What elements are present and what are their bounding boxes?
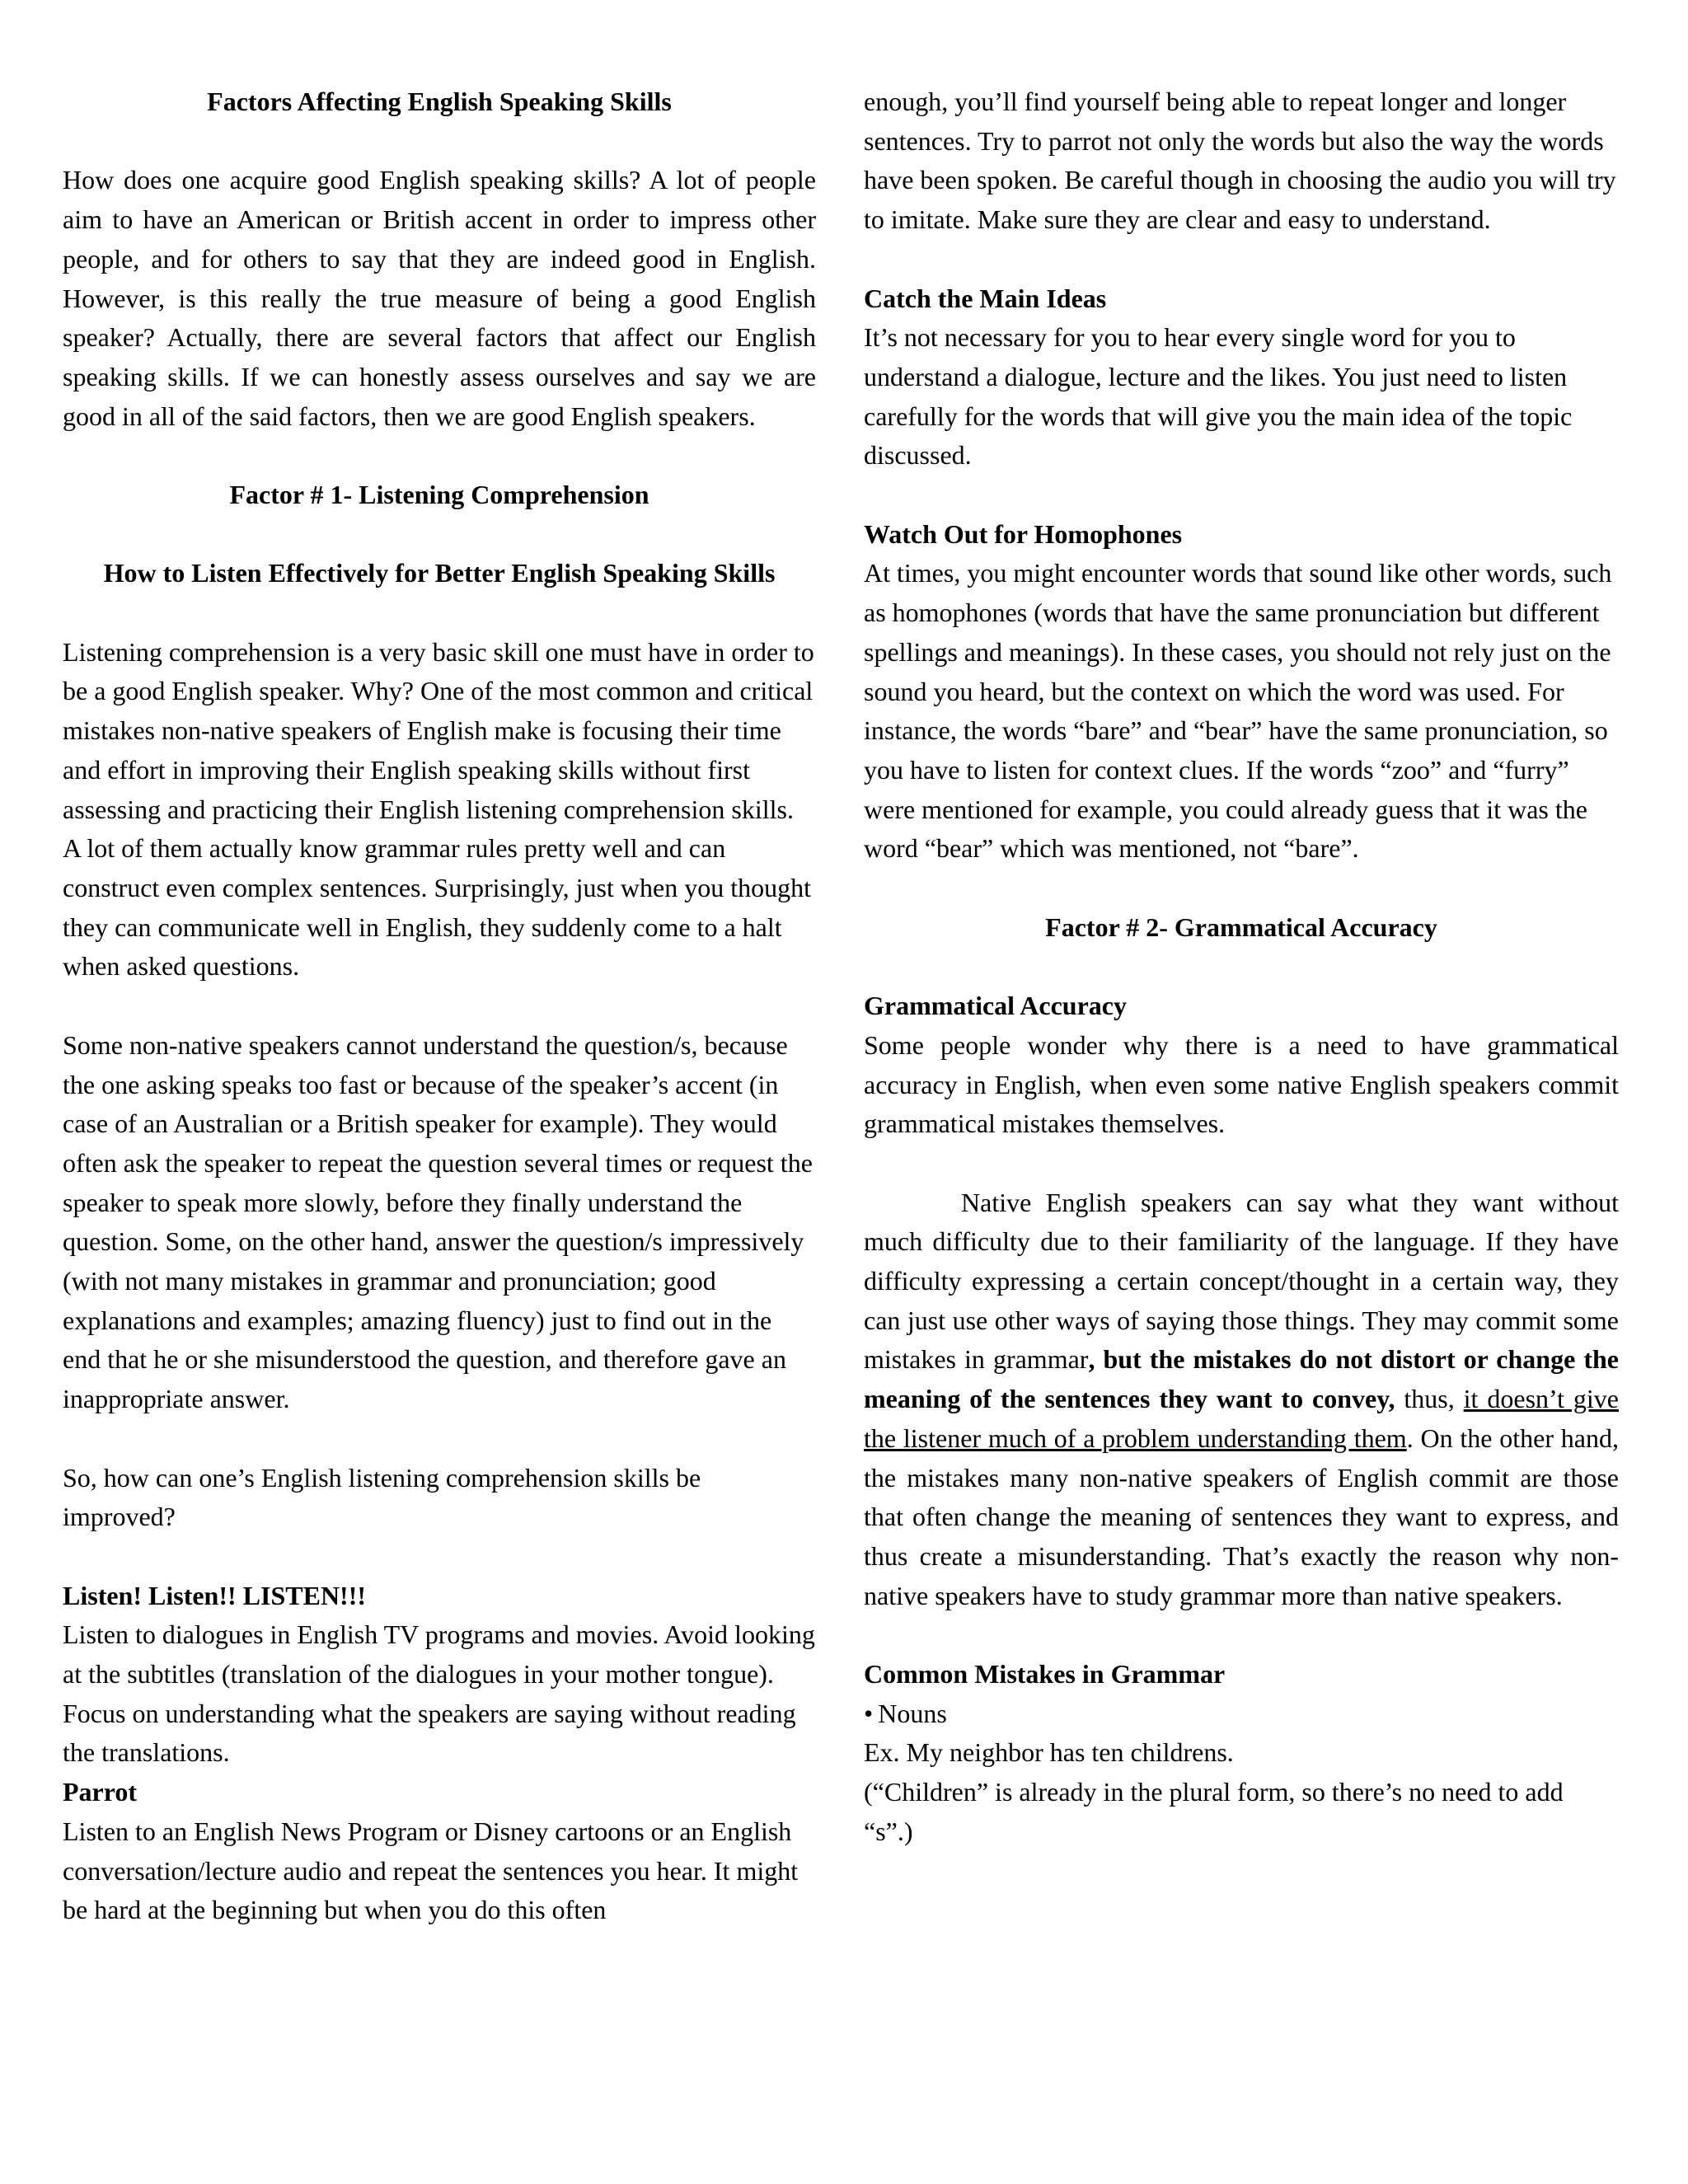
spacer xyxy=(63,515,816,555)
example-explanation: (“Children” is already in the plural form, so there’s no need to add “s”.) xyxy=(864,1777,1564,1846)
native-text-3: . On the other hand, the mistakes many non-native speakers of English commit are those that often change the meaning of sentences they want to express, and thus create a misunderstanding. That’s exactly the reason why non-native speakers have to study grammar more than native speakers. xyxy=(864,1422,1620,1610)
native-text-underlined: it doesn’t give the listener much of a problem understanding them xyxy=(864,1384,1620,1453)
example-sentence: Ex. My neighbor has ten childrens. xyxy=(864,1737,1234,1768)
bullet-label: Nouns xyxy=(878,1698,947,1728)
bullet-icon: • xyxy=(864,1698,874,1728)
parrot-paragraph-continued: enough, you’ll find yourself being able to repeat longer and longer sentences. Try to parrot not only the words but also the way the words have been spoken. Be careful though in choosing the audio you will try to imitate. Make sure they are clear and easy to understand. xyxy=(864,87,1616,235)
spacer xyxy=(63,1537,816,1577)
grammar-heading: Grammatical Accuracy xyxy=(864,991,1127,1021)
parrot-heading: Parrot xyxy=(63,1777,138,1807)
listen-heading: Listen! Listen!! LISTEN!!! xyxy=(63,1580,367,1610)
common-mistakes-heading: Common Mistakes in Grammar xyxy=(864,1659,1226,1690)
factor-1-subheading: How to Listen Effectively for Better English Speaking Skills xyxy=(103,558,776,588)
factor-2-heading: Factor # 2- Grammatical Accuracy xyxy=(1045,912,1437,942)
spacer xyxy=(864,476,1619,515)
question-paragraph: So, how can one’s English listening comprehension skills be improved? xyxy=(63,1462,701,1532)
listen-paragraph: Listen to dialogues in English TV programs and movies. Avoid looking at the subtitles (translation of the dialogues in your mother tongue). Focus on understanding what the speakers are saying without reading the translations. xyxy=(63,1619,815,1768)
intro-paragraph: How does one acquire good English speaking skills? A lot of people aim to have an American or British accent in order to impress other people, and for others to say that they are indeed good in English. However, is this really the true measure of being a good English speaker? Actually, there are several factors that affect our English speaking skills. If we can honestly assess ourselves and say we are good in all of the said factors, then we are good English speakers. xyxy=(63,165,816,431)
native-speakers-paragraph xyxy=(864,1183,1619,1616)
spacer xyxy=(63,122,816,162)
spacer xyxy=(63,436,816,476)
parrot-paragraph: Listen to an English News Program or Disney cartoons or an English conversation/lecture audio and repeat the sentences you hear. It might be hard at the beginning but when you do this often xyxy=(63,1816,799,1925)
native-text-2: thus, xyxy=(1395,1384,1464,1414)
spacer xyxy=(864,869,1619,908)
native-text-1: Native English speakers can say what they want without much difficulty due to their familiarity of the language. If they have difficulty expressing a certain concept/thought in a certain way, they can just use other ways of saying those things. They may commit some mistakes in grammar xyxy=(864,1187,1619,1375)
spacer xyxy=(63,593,816,633)
native-text-bold: , but the mistakes do not distort or change the meaning of the sentences they want to convey, xyxy=(864,1344,1620,1414)
left-column xyxy=(63,82,816,1930)
spacer xyxy=(864,1144,1619,1183)
bullet-nouns xyxy=(864,1694,1619,1734)
right-column xyxy=(864,82,1619,1852)
main-ideas-heading: Catch the Main Ideas xyxy=(864,283,1107,313)
spacer xyxy=(864,1615,1619,1655)
listening-paragraph-2: Some non-native speakers cannot understand the question/s, because the one asking speaks too fast or because of the speaker’s accent (in case of an Australian or a British speaker for example). They would often ask the speaker to repeat the question several times or request the speaker to speak more slowly, before they finally understand the question. Some, on the other hand, answer the question/s impressively (with not many mistakes in grammar and pronunciation; good explanations and examples; amazing fluency) just to find out in the end that he or she misunderstood the question, and therefore gave an inappropriate answer. xyxy=(63,1029,813,1414)
spacer xyxy=(864,947,1619,987)
listening-paragraph-1: Listening comprehension is a very basic skill one must have in order to be a good English speaker. Why? One of the most common and critical mistakes non-native speakers of English make is focusing their time and effort in improving their English speaking skills without first assessing and practicing their English listening comprehension skills. A lot of them actually know grammar rules pretty well and can construct even complex sentences. Surprisingly, just when you thought they can communicate well in English, they suddenly come to a halt when asked questions. xyxy=(63,636,814,982)
spacer xyxy=(864,240,1619,279)
grammar-paragraph: Some people wonder why there is a need to have grammatical accuracy in English, when even some native English speakers commit grammatical mistakes themselves. xyxy=(864,1029,1619,1139)
factor-1-heading: Factor # 1- Listening Comprehension xyxy=(229,480,649,509)
homophones-heading: Watch Out for Homophones xyxy=(864,518,1183,549)
spacer xyxy=(63,987,816,1026)
document-title: Factors Affecting English Speaking Skills xyxy=(207,87,672,116)
homophones-paragraph: At times, you might encounter words that sound like other words, such as homophones (words that have the same pronunciation but different spellings and meanings). In these cases, you should not rely just on the sound you heard, but the context on which the word was used. For instance, the words “bare” and “bear” have the same pronunciation, so you have to listen for context clues. If the words “zoo” and “furry” were mentioned for example, you could already guess that it was the word “bear” which was mentioned, not “bare”. xyxy=(864,558,1612,864)
main-ideas-paragraph: It’s not necessary for you to hear every single word for you to understand a dialogue, lecture and the likes. You just need to listen carefully for the words that will give you the main idea of the topic discussed. xyxy=(864,322,1573,471)
spacer xyxy=(63,1419,816,1459)
